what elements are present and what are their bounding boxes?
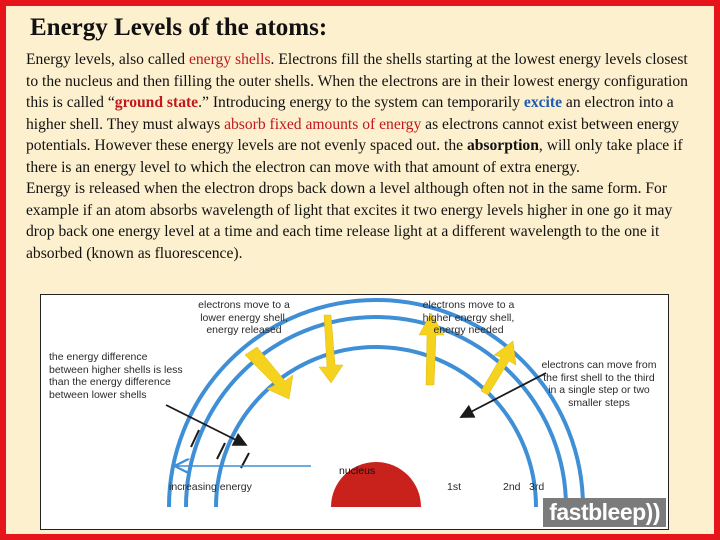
text-segment: .” Introducing energy to the system can temporarily [198,94,524,111]
label-energy-needed: electrons move to a higher energy shell, energy needed [422,299,515,336]
term-absorb-fixed: absorb fixed amounts of energy [224,115,422,133]
text-segment: as electrons cannot exist between energy potentials. However these energy levels are not evenly spaced out. the [26,115,680,154]
label-electrons-can-move: electrons can move from the first shell to the third in a single step or two smaller steps [541,359,657,409]
term-energy-shells: energy shells [188,51,271,68]
label-shell-1: 1st [447,481,462,493]
term-excite: excite [523,94,562,111]
text-segment: an electron into a higher shell. They must always [26,94,674,133]
text-segment: . Electrons fill the shells starting at the lowest energy levels closest to the nucleus and then filling the outer shells. When the electrons are in their lowest energy configuration this is called “ [26,51,688,111]
label-energy-released: electrons move to a lower energy shell, energy released [198,299,290,336]
label-energy-difference: the energy difference between higher shells is less than the energy difference between lower shells [49,351,183,401]
text-segment: Energy levels, also called [26,51,189,68]
fastbleep-logo: fastbleep)) [543,498,666,527]
paragraph-energy-release: Energy is released when the electron drops back down a level although often not in the same form. For example if an atom absorbs wavelength of light that excites it two energy levels higher in one go it may drop back one energy level at a time and each time release light at a different wavelength to the one it absorbed (known as fluorescence). [26,180,673,262]
energy-shell-diagram [40,294,669,530]
label-increasing-energy: increasing energy [169,481,252,493]
term-absorption: absorption [466,137,539,154]
arrow-up-right [481,341,516,395]
diagram-graphic [41,295,668,529]
label-nucleus: nucleus [339,465,376,477]
paragraph-energy-levels [26,49,701,178]
label-shell-2: 2nd [503,481,521,493]
slide-body [26,49,701,264]
term-ground-state: ground state [114,94,199,111]
pointer-difference [166,405,246,445]
text-segment: , will only take place if there is an energy level to which the electron can move with that amount of extra energy. [26,137,683,176]
slide-title: Energy Levels of the atoms: [30,14,328,41]
label-shell-3: 3rd [529,481,545,493]
